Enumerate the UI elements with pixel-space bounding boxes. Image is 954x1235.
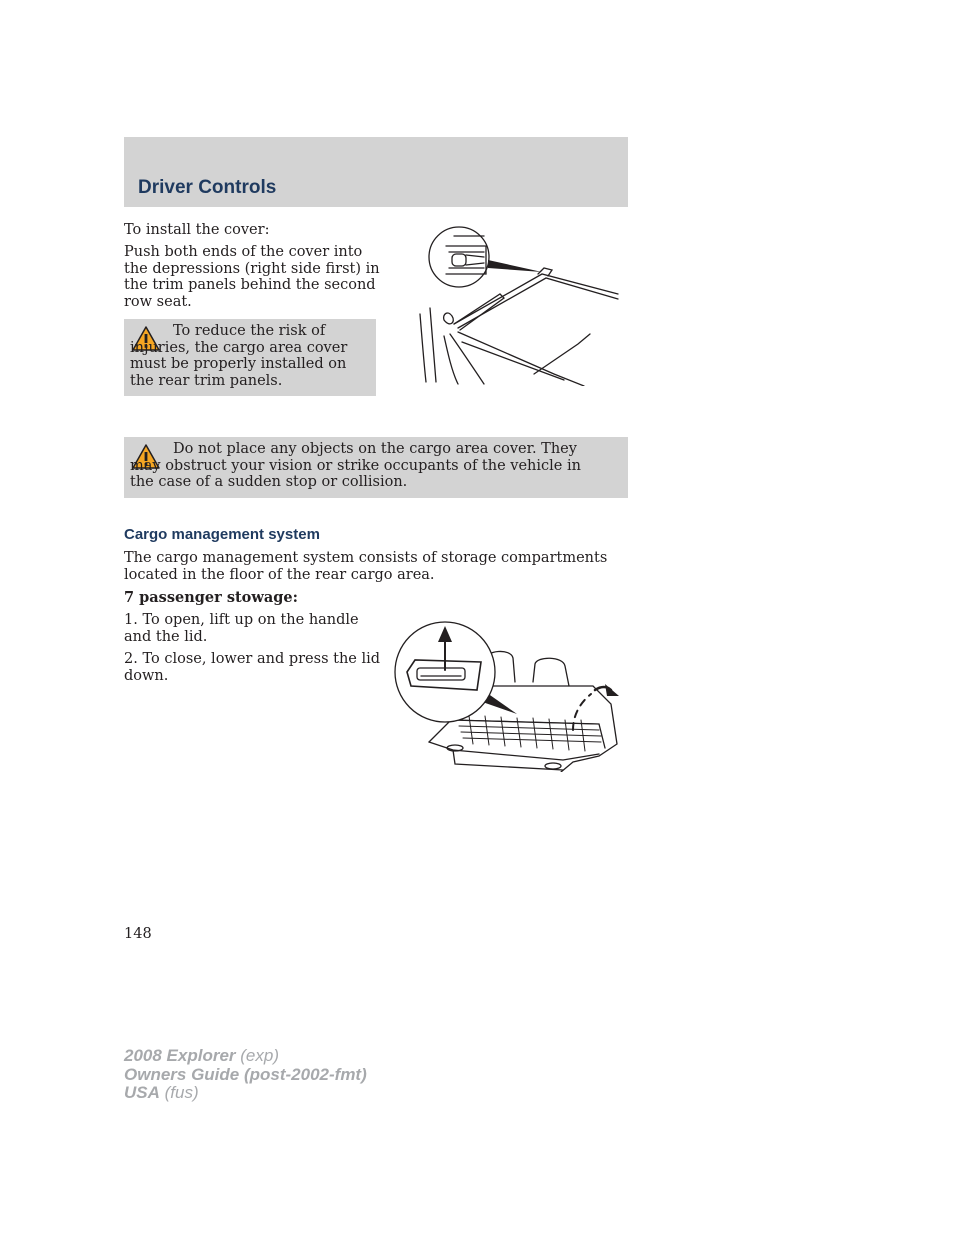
section-title: Driver Controls: [138, 177, 277, 198]
footer-line-2: Owners Guide (post-2002-fmt): [124, 1064, 367, 1084]
cargo-management-body: The cargo management system consists of storage compartments located in the floor of the rear cargo area.: [124, 550, 608, 583]
footer-line-3: [124, 1084, 367, 1103]
footer-market: USA: [124, 1083, 160, 1102]
warning-box-2: [124, 437, 628, 498]
footer-line-1: [124, 1047, 367, 1066]
section-header: [124, 137, 628, 207]
stowage-compartment-illustration: [393, 620, 621, 772]
install-intro: To install the cover:: [124, 222, 270, 238]
document-footer: [124, 1047, 367, 1103]
stowage-step-2: 2. To close, lower and press the lid down.: [124, 651, 381, 684]
install-instructions: Push both ends of the cover into the depressions (right side first) in the trim panels behind the second row seat.: [124, 244, 380, 310]
warning-text-1: To reduce the risk of injuries, the cargo area cover must be properly installed on the rear trim panels.: [130, 323, 348, 389]
stowage-heading: 7 passenger stowage:: [124, 589, 298, 606]
footer-model-code: (exp): [240, 1046, 279, 1065]
footer-model: 2008 Explorer: [124, 1046, 236, 1065]
cargo-management-heading: Cargo management system: [124, 526, 320, 543]
stowage-step-1: 1. To open, lift up on the handle and the lid.: [124, 612, 359, 645]
cargo-cover-illustration: [414, 224, 620, 386]
warning-text-2: Do not place any objects on the cargo area cover. They may obstruct your vision or strike occupants of the vehicle in the case of a sudden stop or collision.: [130, 441, 581, 490]
warning-box-1: [124, 319, 376, 396]
footer-market-code: (fus): [164, 1083, 199, 1102]
page-number: 148: [124, 926, 152, 942]
